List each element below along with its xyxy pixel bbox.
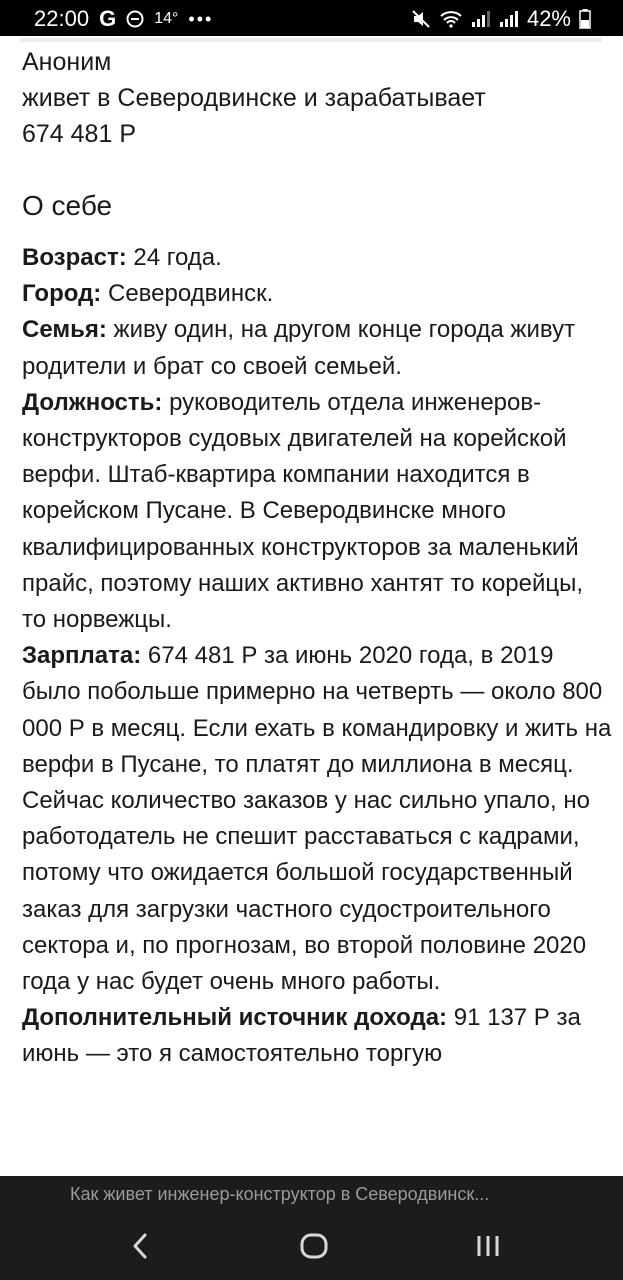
article-subtitle-line1: живет в Северодвинске и зарабатывает bbox=[22, 84, 486, 112]
battery-icon bbox=[579, 9, 591, 29]
chevron-left-icon bbox=[130, 1232, 150, 1260]
salary-value: 674 481 Р за июнь 2020 года, в 2019 было побольше примерно на четверть — около 800 000 Р в месяц. Если ехать в командировку и жить на верфи в Пусане, то платят до миллиона в месяц. Сейчас количество заказов у нас сильно упало, но работодатель не спешит расставаться с кадрами, потому что ожидается большой государственный заказ для загрузки частного судостроительного сектора и, по прогнозам, во второй половине 2020 года у нас будет очень много работы. bbox=[22, 642, 612, 996]
more-notifications-icon: ••• bbox=[188, 8, 214, 29]
age-value: 24 года. bbox=[126, 244, 222, 271]
browser-bottom-bar bbox=[0, 1176, 623, 1280]
recent-apps-icon bbox=[475, 1234, 501, 1258]
city-paragraph bbox=[22, 276, 612, 312]
position-label: Должность: bbox=[22, 388, 163, 416]
extra-income-paragraph bbox=[22, 1000, 612, 1072]
clock: 22:00 bbox=[34, 6, 90, 31]
google-icon: G bbox=[99, 6, 117, 31]
home-button[interactable] bbox=[294, 1226, 334, 1266]
status-bar bbox=[0, 0, 623, 36]
signal-icon-2 bbox=[499, 10, 519, 28]
signal-icon-1 bbox=[471, 10, 491, 28]
family-label: Семья: bbox=[22, 316, 107, 344]
salary-label: Зарплата: bbox=[22, 642, 142, 670]
position-paragraph bbox=[22, 385, 612, 638]
family-paragraph bbox=[22, 312, 612, 384]
city-label: Город: bbox=[22, 280, 102, 308]
page-title-bar[interactable]: Как живет инженер-конструктор в Северодвинск... bbox=[70, 1184, 490, 1204]
divider bbox=[20, 38, 602, 42]
city-value: Северодвинск. bbox=[101, 280, 274, 308]
scroll-fade bbox=[0, 1158, 623, 1176]
wifi-icon bbox=[439, 9, 463, 29]
home-icon bbox=[300, 1233, 328, 1259]
article-content bbox=[22, 44, 612, 1073]
extra-income-value: 91 137 Р за июнь — это я самостоятельно торгую bbox=[22, 1004, 581, 1068]
position-value: руководитель отдела инженеров-конструкторов судовых двигателей на корейской верфи. Штаб-квартира компании находится в корейском Пусане. В Северодвинске много квалифицированных конструкторов за маленький прайс, поэтому наших активно хантят то корейцы, то норвежцы. bbox=[22, 388, 584, 634]
family-value: живу один, на другом конце города живут родители и брат со своей семьей. bbox=[22, 316, 576, 380]
recent-apps-button[interactable] bbox=[468, 1226, 508, 1266]
age-label: Возраст: bbox=[22, 244, 127, 271]
back-button[interactable] bbox=[120, 1226, 160, 1266]
extra-income-label: Дополнительный источник дохода: bbox=[22, 1004, 448, 1032]
temperature: 14° bbox=[154, 10, 179, 27]
age-paragraph bbox=[22, 240, 612, 276]
mute-icon bbox=[411, 9, 431, 29]
section-title: О себе bbox=[22, 190, 113, 221]
salary-paragraph bbox=[22, 638, 612, 1000]
author-name: Аноним bbox=[22, 48, 112, 76]
do-not-disturb-icon bbox=[126, 10, 144, 28]
article-subtitle-line2: 674 481 Р bbox=[22, 120, 136, 148]
battery-percent: 42% bbox=[526, 6, 571, 31]
